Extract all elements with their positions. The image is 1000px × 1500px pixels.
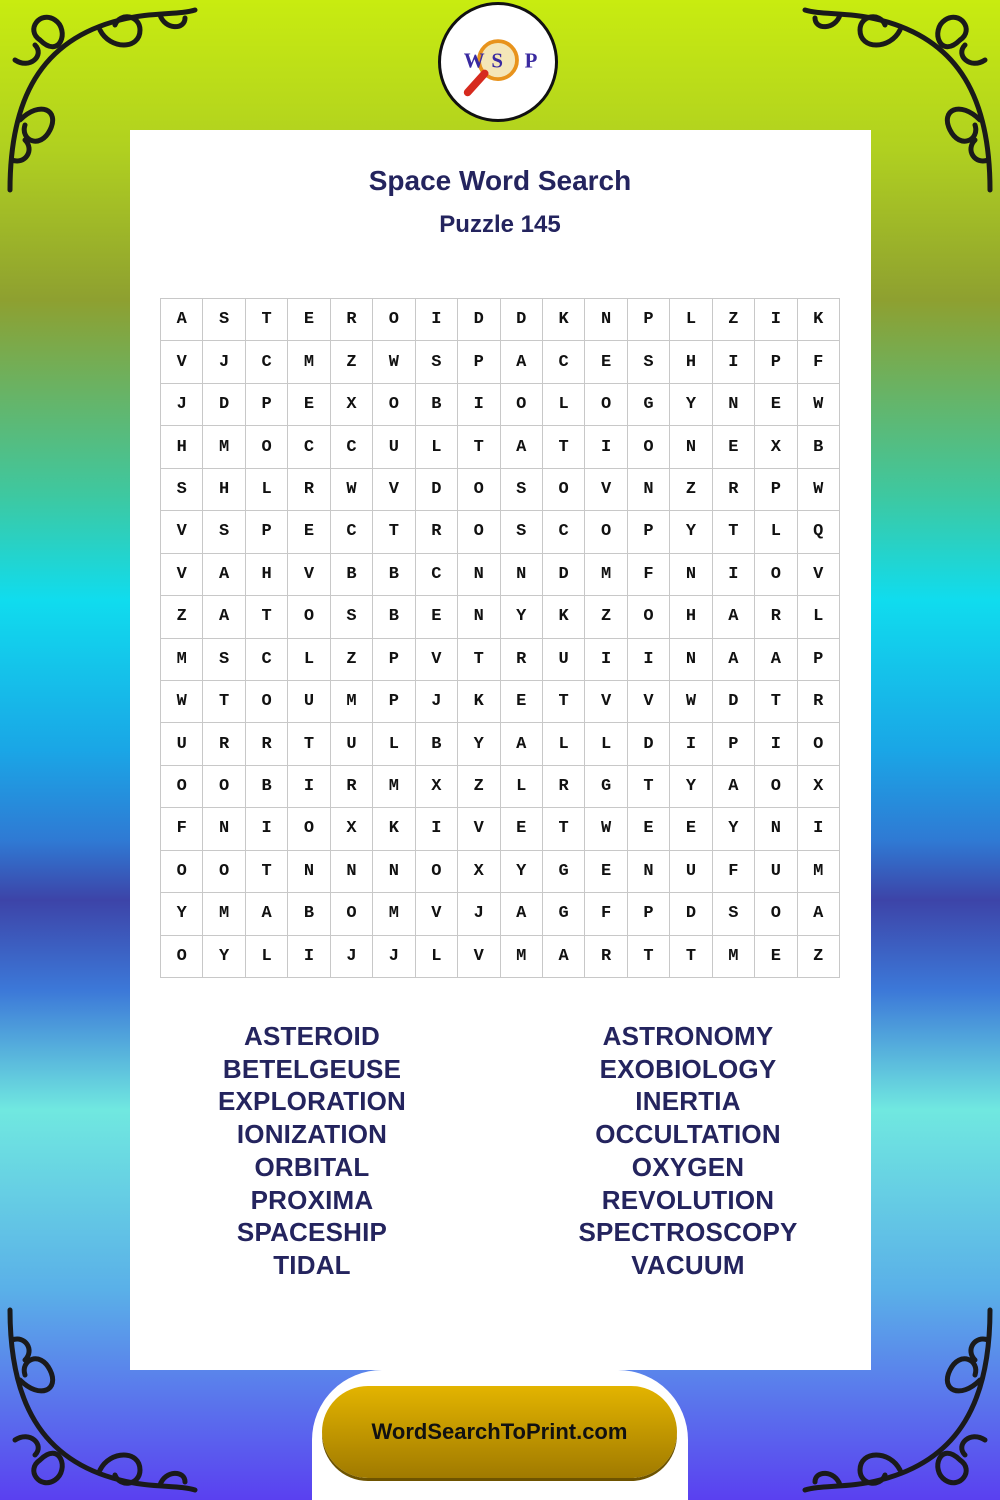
grid-cell[interactable]: S bbox=[203, 639, 245, 681]
grid-cell[interactable]: N bbox=[628, 851, 670, 893]
grid-cell[interactable]: O bbox=[458, 511, 500, 553]
grid-cell[interactable]: J bbox=[373, 936, 415, 978]
grid-cell[interactable]: P bbox=[798, 639, 840, 681]
grid-cell[interactable]: T bbox=[543, 426, 585, 468]
grid-cell[interactable]: I bbox=[416, 808, 458, 850]
grid-cell[interactable]: T bbox=[246, 851, 288, 893]
grid-cell[interactable]: T bbox=[543, 808, 585, 850]
grid-cell[interactable]: U bbox=[331, 723, 373, 765]
grid-cell[interactable]: O bbox=[798, 723, 840, 765]
grid-cell[interactable]: O bbox=[161, 851, 203, 893]
grid-cell[interactable]: A bbox=[203, 596, 245, 638]
grid-cell[interactable]: G bbox=[628, 384, 670, 426]
grid-cell[interactable]: S bbox=[628, 341, 670, 383]
grid-cell[interactable]: M bbox=[713, 936, 755, 978]
grid-cell[interactable]: A bbox=[543, 936, 585, 978]
grid-cell[interactable]: F bbox=[798, 341, 840, 383]
grid-cell[interactable]: Z bbox=[331, 639, 373, 681]
grid-cell[interactable]: C bbox=[246, 639, 288, 681]
grid-cell[interactable]: A bbox=[713, 639, 755, 681]
word-list-left bbox=[152, 1020, 472, 1282]
grid-cell[interactable]: O bbox=[543, 469, 585, 511]
grid-cell[interactable]: P bbox=[628, 893, 670, 935]
grid-cell[interactable]: I bbox=[628, 639, 670, 681]
grid-cell[interactable]: T bbox=[458, 639, 500, 681]
grid-cell[interactable]: O bbox=[203, 851, 245, 893]
grid-cell[interactable]: N bbox=[203, 808, 245, 850]
grid-cell[interactable]: U bbox=[288, 681, 330, 723]
grid-cell[interactable]: E bbox=[288, 511, 330, 553]
grid-cell[interactable]: T bbox=[458, 426, 500, 468]
grid-cell[interactable]: Z bbox=[798, 936, 840, 978]
grid-cell[interactable]: H bbox=[246, 554, 288, 596]
grid-cell[interactable]: A bbox=[161, 299, 203, 341]
grid-cell[interactable]: V bbox=[288, 554, 330, 596]
grid-cell[interactable]: T bbox=[628, 766, 670, 808]
grid-cell[interactable]: O bbox=[246, 681, 288, 723]
grid-cell[interactable]: L bbox=[798, 596, 840, 638]
grid-cell[interactable]: I bbox=[458, 384, 500, 426]
grid-cell[interactable]: R bbox=[246, 723, 288, 765]
grid-cell[interactable]: S bbox=[203, 299, 245, 341]
grid-cell[interactable]: T bbox=[755, 681, 797, 723]
grid-cell[interactable]: C bbox=[331, 511, 373, 553]
grid-cell[interactable]: W bbox=[161, 681, 203, 723]
grid-cell[interactable]: N bbox=[585, 299, 627, 341]
grid-cell[interactable]: E bbox=[585, 851, 627, 893]
grid-cell[interactable]: A bbox=[501, 723, 543, 765]
grid-cell[interactable]: O bbox=[203, 766, 245, 808]
grid-cell[interactable]: D bbox=[458, 299, 500, 341]
grid-cell[interactable]: I bbox=[755, 299, 797, 341]
word-list-item: EXOBIOLOGY bbox=[599, 1053, 777, 1084]
grid-cell[interactable]: K bbox=[543, 299, 585, 341]
grid-cell[interactable]: O bbox=[416, 851, 458, 893]
grid-cell[interactable]: K bbox=[373, 808, 415, 850]
word-list-item: ASTEROID bbox=[244, 1021, 380, 1051]
grid-cell[interactable]: T bbox=[713, 511, 755, 553]
grid-cell[interactable]: C bbox=[331, 426, 373, 468]
grid-cell[interactable]: W bbox=[331, 469, 373, 511]
grid-cell[interactable]: R bbox=[331, 766, 373, 808]
grid-cell[interactable]: N bbox=[501, 554, 543, 596]
grid-cell[interactable]: Z bbox=[670, 469, 712, 511]
grid-cell[interactable]: O bbox=[628, 596, 670, 638]
grid-cell[interactable]: L bbox=[246, 469, 288, 511]
grid-cell[interactable]: P bbox=[628, 299, 670, 341]
grid-cell[interactable]: M bbox=[203, 426, 245, 468]
grid-cell[interactable]: A bbox=[798, 893, 840, 935]
grid-cell[interactable]: S bbox=[713, 893, 755, 935]
grid-cell[interactable]: W bbox=[373, 341, 415, 383]
grid-cell[interactable]: O bbox=[755, 766, 797, 808]
grid-cell[interactable]: N bbox=[713, 384, 755, 426]
word-list-item: EXPLORATION bbox=[217, 1086, 407, 1117]
grid-cell[interactable]: D bbox=[628, 723, 670, 765]
grid-cell[interactable]: V bbox=[585, 469, 627, 511]
grid-cell[interactable]: S bbox=[203, 511, 245, 553]
grid-cell[interactable]: Y bbox=[670, 511, 712, 553]
grid-cell[interactable]: L bbox=[543, 384, 585, 426]
grid-cell[interactable]: D bbox=[713, 681, 755, 723]
grid-cell[interactable]: B bbox=[416, 384, 458, 426]
grid-cell[interactable]: A bbox=[501, 341, 543, 383]
grid-cell[interactable]: X bbox=[416, 766, 458, 808]
grid-cell[interactable]: I bbox=[585, 639, 627, 681]
grid-cell[interactable]: P bbox=[713, 723, 755, 765]
grid-cell[interactable]: A bbox=[203, 554, 245, 596]
grid-cell[interactable]: V bbox=[628, 681, 670, 723]
grid-cell[interactable]: R bbox=[755, 596, 797, 638]
grid-cell[interactable]: J bbox=[416, 681, 458, 723]
grid-cell[interactable]: R bbox=[501, 639, 543, 681]
grid-cell[interactable]: B bbox=[373, 596, 415, 638]
grid-cell[interactable]: P bbox=[458, 341, 500, 383]
grid-cell[interactable]: L bbox=[543, 723, 585, 765]
word-list-item: SPECTROSCOPY bbox=[578, 1217, 798, 1248]
grid-cell[interactable]: N bbox=[288, 851, 330, 893]
word-list-item: INERTIA bbox=[635, 1086, 741, 1117]
grid-cell[interactable]: C bbox=[288, 426, 330, 468]
grid-cell[interactable]: E bbox=[501, 808, 543, 850]
grid-cell[interactable]: E bbox=[501, 681, 543, 723]
grid-cell[interactable]: O bbox=[501, 384, 543, 426]
grid-cell[interactable]: R bbox=[585, 936, 627, 978]
grid-cell[interactable]: B bbox=[288, 893, 330, 935]
grid-cell[interactable]: L bbox=[585, 723, 627, 765]
grid-cell[interactable]: T bbox=[246, 299, 288, 341]
grid-cell[interactable]: V bbox=[585, 681, 627, 723]
grid-cell[interactable]: I bbox=[798, 808, 840, 850]
grid-cell[interactable]: H bbox=[670, 596, 712, 638]
grid-cell[interactable]: M bbox=[203, 893, 245, 935]
grid-cell[interactable]: Y bbox=[670, 384, 712, 426]
grid-cell[interactable]: Y bbox=[670, 766, 712, 808]
grid-cell[interactable]: Z bbox=[458, 766, 500, 808]
grid-cell[interactable]: O bbox=[288, 596, 330, 638]
grid-cell[interactable]: S bbox=[161, 469, 203, 511]
grid-cell[interactable]: K bbox=[543, 596, 585, 638]
grid-cell[interactable]: E bbox=[670, 808, 712, 850]
grid-cell[interactable]: E bbox=[713, 426, 755, 468]
grid-cell[interactable]: Y bbox=[501, 851, 543, 893]
grid-cell[interactable]: U bbox=[755, 851, 797, 893]
grid-cell[interactable]: N bbox=[373, 851, 415, 893]
word-list-item: ASTRONOMY bbox=[602, 1021, 774, 1051]
grid-cell[interactable]: Y bbox=[203, 936, 245, 978]
grid-cell[interactable]: L bbox=[288, 639, 330, 681]
grid-cell[interactable]: E bbox=[416, 596, 458, 638]
letter-grid bbox=[160, 298, 840, 978]
grid-cell[interactable]: F bbox=[713, 851, 755, 893]
grid-cell[interactable]: I bbox=[416, 299, 458, 341]
logo-letter-p: P bbox=[524, 48, 538, 73]
grid-cell[interactable]: E bbox=[755, 384, 797, 426]
grid-cell[interactable]: H bbox=[203, 469, 245, 511]
grid-cell[interactable]: W bbox=[798, 384, 840, 426]
grid-cell[interactable]: T bbox=[670, 936, 712, 978]
grid-cell[interactable]: L bbox=[373, 723, 415, 765]
grid-cell[interactable]: B bbox=[798, 426, 840, 468]
grid-cell[interactable]: S bbox=[501, 511, 543, 553]
grid-cell[interactable]: S bbox=[416, 341, 458, 383]
word-list-item: ORBITAL bbox=[254, 1151, 370, 1182]
grid-cell[interactable]: J bbox=[458, 893, 500, 935]
grid-cell[interactable]: X bbox=[331, 384, 373, 426]
grid-cell[interactable]: L bbox=[501, 766, 543, 808]
grid-cell[interactable]: E bbox=[755, 936, 797, 978]
grid-cell[interactable]: A bbox=[713, 766, 755, 808]
grid-cell[interactable]: M bbox=[798, 851, 840, 893]
grid-cell[interactable]: U bbox=[373, 426, 415, 468]
grid-cell[interactable]: X bbox=[798, 766, 840, 808]
word-list-item: REVOLUTION bbox=[601, 1184, 775, 1215]
word-list-item: TIDAL bbox=[273, 1249, 351, 1280]
grid-cell[interactable]: O bbox=[373, 384, 415, 426]
grid-cell[interactable]: M bbox=[288, 341, 330, 383]
grid-cell[interactable]: Z bbox=[331, 341, 373, 383]
grid-cell[interactable]: A bbox=[246, 893, 288, 935]
grid-cell[interactable]: X bbox=[755, 426, 797, 468]
word-list-item: PROXIMA bbox=[250, 1184, 374, 1215]
page-title: Space Word Search bbox=[368, 165, 632, 196]
grid-cell[interactable]: D bbox=[543, 554, 585, 596]
grid-cell[interactable]: D bbox=[670, 893, 712, 935]
grid-cell[interactable]: T bbox=[203, 681, 245, 723]
grid-cell[interactable]: O bbox=[755, 554, 797, 596]
grid-cell[interactable]: M bbox=[161, 639, 203, 681]
grid-cell[interactable]: C bbox=[543, 511, 585, 553]
grid-cell[interactable]: M bbox=[373, 893, 415, 935]
grid-cell[interactable]: P bbox=[373, 639, 415, 681]
grid-cell[interactable]: N bbox=[458, 554, 500, 596]
grid-cell[interactable]: N bbox=[670, 639, 712, 681]
grid-cell[interactable]: R bbox=[416, 511, 458, 553]
grid-cell[interactable]: J bbox=[331, 936, 373, 978]
grid-cell[interactable]: F bbox=[585, 893, 627, 935]
grid-cell[interactable]: M bbox=[331, 681, 373, 723]
grid-cell[interactable]: A bbox=[755, 639, 797, 681]
grid-cell[interactable]: O bbox=[373, 299, 415, 341]
grid-cell[interactable]: U bbox=[161, 723, 203, 765]
site-link-button[interactable] bbox=[322, 1386, 677, 1478]
grid-cell[interactable]: O bbox=[755, 893, 797, 935]
grid-cell[interactable]: V bbox=[373, 469, 415, 511]
grid-cell[interactable]: V bbox=[458, 808, 500, 850]
site-logo[interactable] bbox=[438, 2, 558, 122]
grid-cell[interactable]: Y bbox=[161, 893, 203, 935]
puzzle-number: Puzzle 145 bbox=[439, 211, 561, 238]
grid-cell[interactable]: I bbox=[585, 426, 627, 468]
grid-cell[interactable]: Z bbox=[585, 596, 627, 638]
grid-cell[interactable]: E bbox=[585, 341, 627, 383]
grid-cell[interactable]: F bbox=[628, 554, 670, 596]
grid-cell[interactable]: L bbox=[246, 936, 288, 978]
grid-cell[interactable]: I bbox=[755, 723, 797, 765]
grid-cell[interactable]: G bbox=[585, 766, 627, 808]
grid-cell[interactable]: G bbox=[543, 851, 585, 893]
grid-cell[interactable]: O bbox=[628, 426, 670, 468]
grid-cell[interactable]: I bbox=[713, 554, 755, 596]
grid-cell[interactable]: T bbox=[373, 511, 415, 553]
logo-letter-s: S bbox=[491, 48, 503, 73]
grid-cell[interactable]: H bbox=[670, 341, 712, 383]
grid-cell[interactable]: C bbox=[246, 341, 288, 383]
grid-cell[interactable]: R bbox=[331, 299, 373, 341]
grid-cell[interactable]: N bbox=[331, 851, 373, 893]
grid-cell[interactable]: O bbox=[288, 808, 330, 850]
grid-cell[interactable]: L bbox=[670, 299, 712, 341]
grid-cell[interactable]: R bbox=[713, 469, 755, 511]
grid-cell[interactable]: T bbox=[543, 681, 585, 723]
grid-cell[interactable]: O bbox=[246, 426, 288, 468]
grid-cell[interactable]: Y bbox=[501, 596, 543, 638]
grid-cell[interactable]: B bbox=[373, 554, 415, 596]
grid-cell[interactable]: N bbox=[458, 596, 500, 638]
grid-cell[interactable]: W bbox=[798, 469, 840, 511]
grid-cell[interactable]: W bbox=[585, 808, 627, 850]
word-list-item: OCCULTATION bbox=[595, 1119, 781, 1150]
word-list-item: SPACESHIP bbox=[236, 1217, 388, 1248]
grid-cell[interactable]: E bbox=[288, 384, 330, 426]
grid-cell[interactable]: V bbox=[161, 341, 203, 383]
grid-cell[interactable]: R bbox=[543, 766, 585, 808]
grid-cell[interactable]: U bbox=[543, 639, 585, 681]
grid-cell[interactable]: M bbox=[373, 766, 415, 808]
grid-cell[interactable]: N bbox=[670, 426, 712, 468]
grid-cell[interactable]: V bbox=[161, 511, 203, 553]
grid-cell[interactable]: R bbox=[203, 723, 245, 765]
grid-cell[interactable]: P bbox=[628, 511, 670, 553]
word-list-item: OXYGEN bbox=[631, 1151, 745, 1182]
grid-cell[interactable]: V bbox=[798, 554, 840, 596]
grid-cell[interactable]: A bbox=[501, 893, 543, 935]
grid-cell[interactable]: A bbox=[501, 426, 543, 468]
grid-cell[interactable]: O bbox=[585, 511, 627, 553]
grid-cell[interactable]: L bbox=[416, 426, 458, 468]
grid-cell[interactable]: P bbox=[755, 469, 797, 511]
grid-cell[interactable]: X bbox=[458, 851, 500, 893]
grid-cell[interactable]: A bbox=[713, 596, 755, 638]
grid-cell[interactable]: W bbox=[670, 681, 712, 723]
grid-cell[interactable]: B bbox=[416, 723, 458, 765]
grid-cell[interactable]: R bbox=[288, 469, 330, 511]
grid-cell[interactable]: T bbox=[288, 723, 330, 765]
grid-cell[interactable]: E bbox=[628, 808, 670, 850]
grid-cell[interactable]: V bbox=[161, 554, 203, 596]
grid-cell[interactable]: N bbox=[670, 554, 712, 596]
grid-cell[interactable]: D bbox=[416, 469, 458, 511]
grid-cell[interactable]: L bbox=[755, 511, 797, 553]
grid-cell[interactable]: V bbox=[416, 639, 458, 681]
grid-cell[interactable]: D bbox=[501, 299, 543, 341]
grid-cell[interactable]: O bbox=[331, 893, 373, 935]
grid-cell[interactable]: H bbox=[161, 426, 203, 468]
grid-cell[interactable]: I bbox=[288, 766, 330, 808]
grid-cell[interactable]: P bbox=[246, 384, 288, 426]
grid-cell[interactable]: Y bbox=[713, 808, 755, 850]
grid-cell[interactable]: O bbox=[585, 384, 627, 426]
grid-cell[interactable]: M bbox=[501, 936, 543, 978]
grid-cell[interactable]: O bbox=[458, 469, 500, 511]
grid-cell[interactable]: Q bbox=[798, 511, 840, 553]
grid-cell[interactable]: U bbox=[670, 851, 712, 893]
grid-cell[interactable]: C bbox=[416, 554, 458, 596]
grid-cell[interactable]: V bbox=[458, 936, 500, 978]
grid-cell[interactable]: T bbox=[628, 936, 670, 978]
grid-cell[interactable]: K bbox=[458, 681, 500, 723]
grid-cell[interactable]: Z bbox=[161, 596, 203, 638]
word-list-item: VACUUM bbox=[631, 1249, 745, 1280]
grid-cell[interactable]: P bbox=[755, 341, 797, 383]
grid-cell[interactable]: R bbox=[798, 681, 840, 723]
grid-cell[interactable]: G bbox=[543, 893, 585, 935]
word-list-item: IONIZATION bbox=[236, 1119, 388, 1150]
grid-cell[interactable]: P bbox=[373, 681, 415, 723]
grid-cell[interactable]: B bbox=[246, 766, 288, 808]
grid-cell[interactable]: B bbox=[331, 554, 373, 596]
grid-cell[interactable]: T bbox=[246, 596, 288, 638]
grid-cell[interactable]: J bbox=[203, 341, 245, 383]
grid-cell[interactable]: J bbox=[161, 384, 203, 426]
grid-cell[interactable]: I bbox=[288, 936, 330, 978]
grid-cell[interactable]: L bbox=[416, 936, 458, 978]
grid-cell[interactable]: M bbox=[585, 554, 627, 596]
grid-cell[interactable]: X bbox=[331, 808, 373, 850]
grid-cell[interactable]: P bbox=[246, 511, 288, 553]
grid-cell[interactable]: Z bbox=[713, 299, 755, 341]
grid-cell[interactable]: N bbox=[755, 808, 797, 850]
grid-cell[interactable]: V bbox=[416, 893, 458, 935]
grid-cell[interactable]: I bbox=[713, 341, 755, 383]
grid-cell[interactable]: F bbox=[161, 808, 203, 850]
grid-cell[interactable]: Y bbox=[458, 723, 500, 765]
site-link-label: WordSearchToPrint.com bbox=[371, 1419, 628, 1444]
logo-letter-w: W bbox=[463, 48, 485, 73]
grid-cell[interactable]: E bbox=[288, 299, 330, 341]
grid-cell[interactable]: D bbox=[203, 384, 245, 426]
grid-cell[interactable]: O bbox=[161, 766, 203, 808]
grid-cell[interactable]: O bbox=[161, 936, 203, 978]
word-list-item: BETELGEUSE bbox=[222, 1053, 402, 1084]
grid-cell[interactable]: N bbox=[628, 469, 670, 511]
grid-cell[interactable]: C bbox=[543, 341, 585, 383]
grid-cell[interactable]: I bbox=[246, 808, 288, 850]
grid-cell[interactable]: S bbox=[501, 469, 543, 511]
word-list-right bbox=[528, 1020, 848, 1282]
grid-cell[interactable]: S bbox=[331, 596, 373, 638]
grid-cell[interactable]: K bbox=[798, 299, 840, 341]
grid-cell[interactable]: I bbox=[670, 723, 712, 765]
